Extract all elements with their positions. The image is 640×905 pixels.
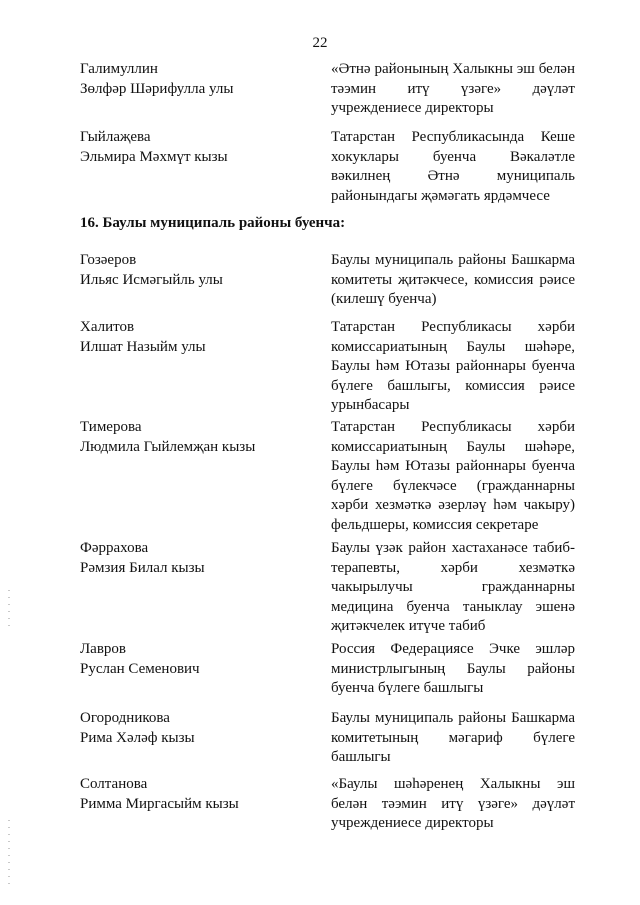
member-role (331, 251, 575, 310)
role-line: районындагы җәмәгать ярдәмчесе (331, 187, 550, 204)
role-line: Татарстан Республикасы хәрби (331, 419, 575, 435)
role-line: терапевты, хәрби хезмәткә (331, 559, 575, 576)
role-line: учреждениесе директоры (331, 815, 494, 831)
role-line: (килешү буенча) (331, 291, 437, 307)
role-line: хокуклары буенча Вәкаләтле (331, 148, 575, 165)
page-number: 22 (312, 35, 328, 51)
role-line: министрлыгының Баулы районы (331, 660, 575, 677)
member-name (80, 775, 310, 814)
member-surname: Гыйлаҗева (80, 129, 151, 145)
role-line: бүлеге бүлекчәсе (гражданнарны (331, 477, 575, 494)
member-given-name: Ильяс Исмәгыйль улы (80, 271, 223, 288)
role-line: белән тәэмин итү үзәге» дәүләт (331, 795, 575, 812)
member-given-name: Рәмзия Билал кызы (80, 559, 205, 576)
member-role (331, 709, 575, 768)
role-line: «Әтнә районының Халыкны эш белән (331, 61, 575, 77)
role-line: Баулы һәм Ютазы районнары буенча (331, 458, 575, 474)
member-role (331, 418, 575, 535)
member-surname: Огородникова (80, 710, 170, 726)
member-role (331, 640, 575, 699)
member-surname: Фәррахова (80, 540, 149, 556)
member-surname: Галимуллин (80, 61, 158, 77)
role-line: комиссариатының Баулы шәһәре, (331, 438, 575, 455)
member-given-name: Эльмира Мәхмүт кызы (80, 148, 228, 165)
member-surname: Гозәеров (80, 252, 137, 268)
member-name (80, 251, 310, 290)
role-line: урынбасары (331, 397, 410, 413)
member-given-name: Римма Миргасыйм кызы (80, 795, 239, 812)
role-line: Баулы һәм Ютазы районнары буенча (331, 358, 575, 374)
role-line: комиссариатының Баулы шәһәре, (331, 338, 575, 355)
role-line: буенча бүлеге башлыгы (331, 680, 484, 696)
role-line: Татарстан Республикасында Кеше (331, 129, 575, 145)
role-line: учреждениесе директоры (331, 100, 494, 116)
member-surname: Лавров (80, 641, 126, 657)
role-line: башлыгы (331, 749, 391, 765)
member-name (80, 60, 310, 99)
role-line: комитетының мәгариф бүлеге (331, 729, 575, 746)
scan-artifact (8, 820, 10, 890)
member-role (331, 318, 575, 416)
role-line: вәкилнең Әтнә муниципаль (331, 168, 575, 184)
member-surname: Халитов (80, 319, 135, 335)
member-role (331, 539, 575, 637)
role-line: комитеты җитәкчесе, комиссия рәисе (331, 271, 575, 288)
member-surname: Тимерова (80, 419, 142, 435)
member-name (80, 709, 310, 748)
role-line: хәрби хезмәткә әзерләү һәм чакыру) (331, 497, 575, 513)
role-line: чакырылучы гражданнарны (331, 579, 575, 595)
member-name (80, 128, 310, 167)
role-line: җитәкчелек итүче табиб (331, 618, 486, 634)
member-role (331, 128, 575, 206)
member-surname: Солтанова (80, 776, 148, 792)
member-given-name: Илшат Назыйм улы (80, 338, 206, 355)
role-line: Россия Федерациясе Эчке эшләр (331, 641, 575, 657)
member-name (80, 318, 310, 357)
member-name (80, 539, 310, 578)
role-line: медицина буенча таныклау эшенә (331, 598, 575, 615)
role-line: бүлеге башлыгы, комиссия рәисе (331, 377, 575, 394)
role-line: Баулы үзәк район хастаханәсе табиб- (331, 540, 575, 556)
member-role (331, 60, 575, 119)
member-name (80, 418, 310, 457)
role-line: «Баулы шәһәренең Халыкны эш (331, 776, 575, 792)
role-line: тәэмин итү үзәге» дәүләт (331, 80, 575, 97)
role-line: Татарстан Республикасы хәрби (331, 319, 575, 335)
member-name (80, 640, 310, 679)
scan-artifact (8, 590, 10, 630)
member-given-name: Рима Хәләф кызы (80, 729, 195, 746)
role-line: Баулы муниципаль районы Башкарма (331, 710, 575, 726)
member-given-name: Зөлфәр Шәрифулла улы (80, 80, 234, 97)
section-heading: 16. Баулы муниципаль районы буенча: (80, 215, 346, 231)
member-given-name: Руслан Семенович (80, 660, 200, 677)
member-given-name: Людмила Гыйлемҗан кызы (80, 438, 256, 455)
role-line: Баулы муниципаль районы Башкарма (331, 252, 575, 268)
member-role (331, 775, 575, 834)
role-line: фельдшеры, комиссия секретаре (331, 516, 539, 533)
